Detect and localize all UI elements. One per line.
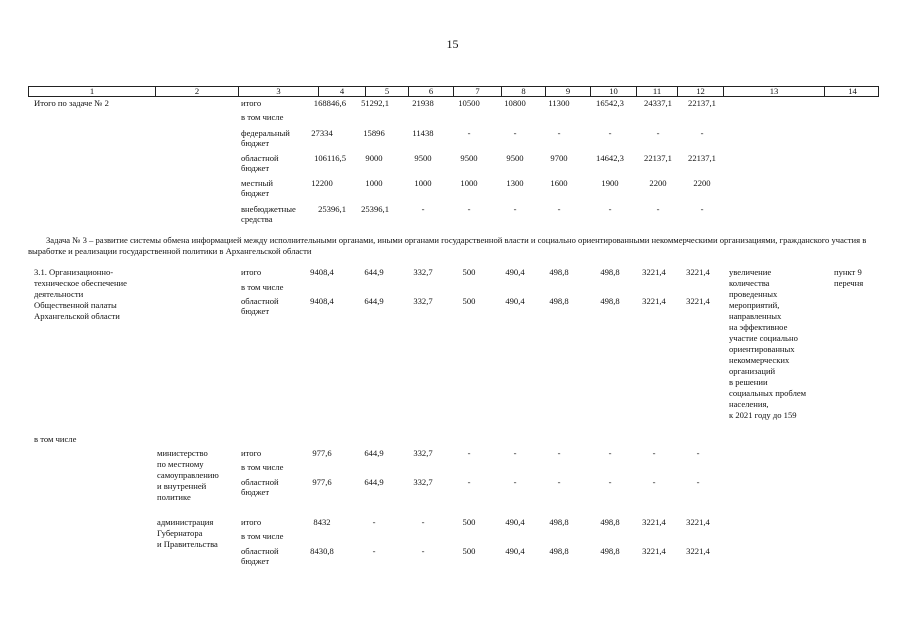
cell-value: - <box>467 477 471 487</box>
cell-value: 2200 <box>693 178 711 188</box>
col-header: 12 <box>677 87 723 96</box>
cell-value: 16542,3 <box>596 98 624 108</box>
cell-value: 1000 <box>460 178 478 188</box>
cell-value: 1000 <box>414 178 432 188</box>
source-label: бюджет <box>241 556 270 566</box>
source-label: в том числе <box>241 112 284 122</box>
result-text: направленных <box>729 311 782 321</box>
cell-value: 11300 <box>548 98 570 108</box>
col-header: 14 <box>824 87 880 96</box>
cell-value: 498,8 <box>549 296 569 306</box>
result-text: к 2021 году до 159 <box>729 410 797 420</box>
source-label: бюджет <box>241 487 270 497</box>
cell-value: - <box>557 204 561 214</box>
cell-value: 10500 <box>458 98 480 108</box>
cell-value: - <box>557 477 561 487</box>
table-header-row <box>28 86 879 97</box>
cell-value: 332,7 <box>413 477 433 487</box>
cell-value: 22137,1 <box>688 153 716 163</box>
result-text: организаций <box>729 366 776 376</box>
cell-value: 500 <box>462 296 476 306</box>
result-text: в решении <box>729 377 768 387</box>
result-text: увеличение <box>729 267 772 277</box>
cell-value: - <box>513 204 517 214</box>
cell-value: 106116,5 <box>314 153 346 163</box>
source-label: бюджет <box>241 188 270 198</box>
cell-value: 644,9 <box>364 448 384 458</box>
org-name: и Правительства <box>157 539 218 549</box>
org-name: и внутренней <box>157 481 207 491</box>
cell-value: 10800 <box>504 98 526 108</box>
cell-value: - <box>608 477 612 487</box>
cell-value: - <box>513 128 517 138</box>
cell-value: 490,4 <box>505 267 525 277</box>
cell-value: 644,9 <box>364 267 384 277</box>
cell-value: 24337,1 <box>644 98 672 108</box>
cell-value: 3221,4 <box>686 267 710 277</box>
cell-value: 3221,4 <box>642 267 666 277</box>
result-text: мероприятий, <box>729 300 780 310</box>
cell-value: 3221,4 <box>686 517 710 527</box>
source-label: федеральный <box>241 128 290 138</box>
col-header: 5 <box>365 87 408 96</box>
col-header: 10 <box>590 87 636 96</box>
cell-value: 3221,4 <box>686 546 710 556</box>
org-name: самоуправлению <box>157 470 219 480</box>
cell-value: 9500 <box>506 153 524 163</box>
cell-value: 644,9 <box>364 477 384 487</box>
source-label: местный <box>241 178 274 188</box>
source-label: в том числе <box>241 462 284 472</box>
cell-value: 8432 <box>313 517 331 527</box>
cell-value: 27334 <box>311 128 333 138</box>
cell-value: - <box>608 128 612 138</box>
source-label: итого <box>241 267 262 277</box>
col-header: 11 <box>636 87 677 96</box>
col-header: 13 <box>723 87 824 96</box>
row-title: деятельности <box>34 289 84 299</box>
result-text: на эффективное <box>729 322 788 332</box>
reference-text: пункт 9 <box>834 267 862 277</box>
cell-value: 21938 <box>412 98 434 108</box>
source-label: в том числе <box>241 531 284 541</box>
cell-value: 1600 <box>550 178 568 188</box>
cell-value: 332,7 <box>413 296 433 306</box>
reference-text: перечня <box>834 278 864 288</box>
cell-value: 168846,6 <box>313 98 346 108</box>
result-text: количества <box>729 278 770 288</box>
org-name: по местному <box>157 459 204 469</box>
cell-value: 15896 <box>363 128 385 138</box>
cell-value: 9408,4 <box>310 267 334 277</box>
org-name: Губернатора <box>157 528 203 538</box>
source-label: бюджет <box>241 306 270 316</box>
col-header: 7 <box>453 87 501 96</box>
source-label: областной <box>241 153 279 163</box>
cell-value: 1900 <box>601 178 619 188</box>
cell-value: - <box>652 477 656 487</box>
org-name: министерство <box>157 448 208 458</box>
cell-value: - <box>421 204 425 214</box>
cell-value: - <box>513 477 517 487</box>
cell-value: 498,8 <box>600 296 620 306</box>
source-label: внебюджетные <box>241 204 296 214</box>
org-name: политике <box>157 492 191 502</box>
col-header: 2 <box>155 87 238 96</box>
cell-value: 11438 <box>412 128 434 138</box>
cell-value: 500 <box>462 517 476 527</box>
source-label: итого <box>241 517 262 527</box>
cell-value: 3221,4 <box>642 296 666 306</box>
source-label: областной <box>241 296 279 306</box>
cell-value: 498,8 <box>549 267 569 277</box>
cell-value: - <box>608 204 612 214</box>
col-header: 6 <box>408 87 453 96</box>
col-header: 4 <box>318 87 365 96</box>
cell-value: 51292,1 <box>361 98 389 108</box>
row-title: техническое обеспечение <box>34 278 127 288</box>
cell-value: - <box>421 546 425 556</box>
cell-value: 500 <box>462 546 476 556</box>
cell-value: 498,8 <box>549 517 569 527</box>
cell-value: 9408,4 <box>310 296 334 306</box>
result-text: населения, <box>729 399 769 409</box>
cell-value: 2200 <box>649 178 667 188</box>
col-header: 1 <box>89 86 95 96</box>
cell-value: 22137,1 <box>644 153 672 163</box>
cell-value: - <box>656 204 660 214</box>
cell-value: 3221,4 <box>642 546 666 556</box>
cell-value: 498,8 <box>600 517 620 527</box>
cell-value: 490,4 <box>505 546 525 556</box>
cell-value: 9500 <box>414 153 432 163</box>
cell-value: 25396,1 <box>318 204 346 214</box>
source-label: областной <box>241 477 279 487</box>
result-text: участие социально <box>729 333 798 343</box>
result-text: проведенных <box>729 289 778 299</box>
cell-value: - <box>696 477 700 487</box>
cell-value: 977,6 <box>312 448 332 458</box>
cell-value: - <box>652 448 656 458</box>
cell-value: - <box>467 128 471 138</box>
cell-value: - <box>696 448 700 458</box>
row-title: Общественной палаты <box>34 300 117 310</box>
cell-value: - <box>608 448 612 458</box>
cell-value: 498,8 <box>600 267 620 277</box>
cell-value: 22137,1 <box>688 98 716 108</box>
cell-value: 1000 <box>365 178 383 188</box>
cell-value: - <box>656 128 660 138</box>
cell-value: - <box>700 204 704 214</box>
cell-value: 644,9 <box>364 296 384 306</box>
cell-value: - <box>700 128 704 138</box>
cell-value: 332,7 <box>413 448 433 458</box>
source-label: в том числе <box>241 282 284 292</box>
cell-value: 14642,3 <box>596 153 624 163</box>
cell-value: 498,8 <box>549 546 569 556</box>
source-label: итого <box>241 98 262 108</box>
row-title: Итого по задаче № 2 <box>34 98 109 108</box>
cell-value: 332,7 <box>413 267 433 277</box>
result-text: социальных проблем <box>729 388 807 398</box>
source-label: бюджет <box>241 138 270 148</box>
source-label: бюджет <box>241 163 270 173</box>
cell-value: 1300 <box>506 178 524 188</box>
row-title: Архангельской области <box>34 311 120 321</box>
cell-value: 3221,4 <box>642 517 666 527</box>
cell-value: 12200 <box>311 178 333 188</box>
cell-value: 9700 <box>550 153 568 163</box>
cell-value: - <box>467 204 471 214</box>
org-name: администрация <box>157 517 214 527</box>
cell-value: 500 <box>462 267 476 277</box>
col-header: 8 <box>501 87 545 96</box>
cell-value: 498,8 <box>600 546 620 556</box>
cell-value: 3221,4 <box>686 296 710 306</box>
cell-value: - <box>372 546 376 556</box>
cell-value: - <box>557 448 561 458</box>
subheading: в том числе <box>34 434 77 444</box>
page-number: 15 <box>446 37 459 51</box>
cell-value: 9500 <box>460 153 478 163</box>
col-header: 3 <box>238 87 318 96</box>
cell-value: 8430,8 <box>310 546 334 556</box>
source-label: областной <box>241 546 279 556</box>
result-text: ориентированных <box>729 344 795 354</box>
source-label: итого <box>241 448 262 458</box>
cell-value: - <box>513 448 517 458</box>
result-text: некоммерческих <box>729 355 790 365</box>
task-heading: Задача № 3 – развитие системы обмена информацией между исполнительными органами, иными органами государственной власти и социально ориентированными некоммерческими организациями, гражданского участия в выработке и реализации государственной политики в Архангельской области <box>28 235 867 256</box>
cell-value: 25396,1 <box>361 204 389 214</box>
cell-value: - <box>372 517 376 527</box>
cell-value: - <box>467 448 471 458</box>
cell-value: 490,4 <box>505 296 525 306</box>
source-label: средства <box>241 214 273 224</box>
cell-value: - <box>421 517 425 527</box>
col-header: 9 <box>545 87 590 96</box>
cell-value: 9000 <box>365 153 383 163</box>
cell-value: 490,4 <box>505 517 525 527</box>
cell-value: 977,6 <box>312 477 332 487</box>
cell-value: - <box>557 128 561 138</box>
row-title: 3.1. Организационно- <box>34 267 114 277</box>
